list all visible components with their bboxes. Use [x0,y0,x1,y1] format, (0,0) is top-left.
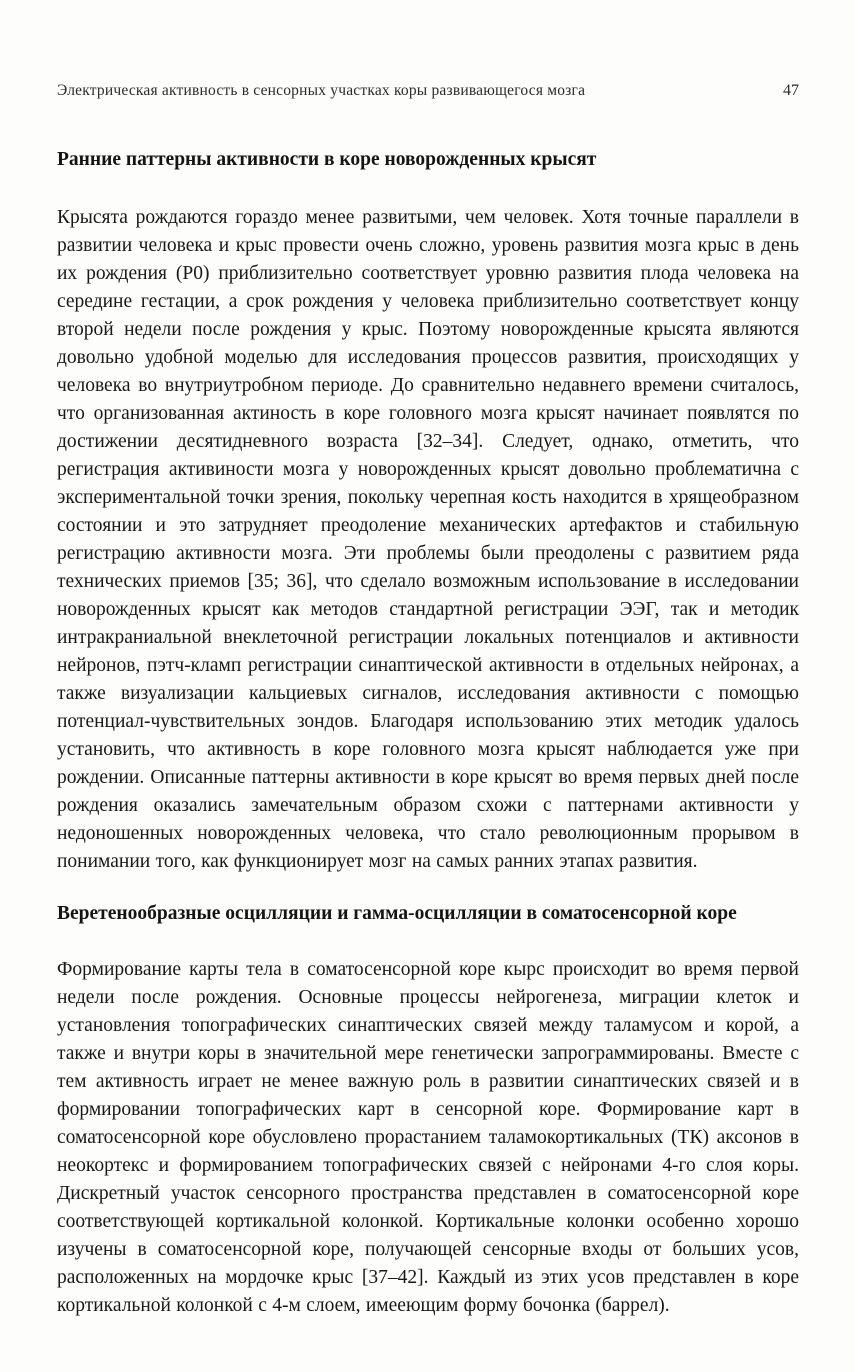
section-heading-spindle-oscillations: Веретенообразные осцилляции и гамма-осцилляции в соматосенсорной коре [57,903,737,924]
running-header [57,82,799,100]
section-paragraph-early-patterns: Крысята рождаются гораздо менее развитыми, чем человек. Хотя точные параллели в развитии человека и крыс провести очень сложно, уровень развития мозга крыс в день их рождения (Р0) приблизительно соответствует уровню развития плода человека на середине гестации, а срок рождения у человека приблизительно соответствует концу второй недели после рождения у крыс. Поэтому новорожденные крысята являются довольно удобной моделью для исследования процессов развития, происходящих у человека во внутриутробном периоде. До сравнительно недавнего времени считалось, что организованная актиность в коре головного мозга крысят начинает появлятся по достижении десятидневного возраста [32–34]. Следует, однако, отметить, что регистрация активиности мозга у новорожденных крысят довольно проблематична с экспериментальной точки зрения, покольку черепная кость находится в хрящеобразном состоянии и это затрудняет преодоление механических артефактов и стабильную регистрацию активности мозга. Эти проблемы были преодолены с развитием ряда технических приемов [35; 36], что сделало возможным использование в исследовании новорожденных крысят как методов стандартной регистрации ЭЭГ, так и методик интракраниальной внеклеточной регистрации локальных потенциалов и активности нейронов, пэтч-кламп регистрации синаптической активности в отдельных нейронах, а также визуализации кальциевых сигналов, исследования активности с помощью потенциал-чувствительных зондов. Благодаря использованию этих методик удалось установить, что активность в коре головного мозга крысят наблюдается уже при рождении. Описанные паттерны активности в коре крысят во время первых дней после рождения оказались замечательным образом схожи с паттернами активности у недоношенных новорожденных человека, что стало революционным прорывом в понимании того, как функционирует мозг на самых ранних этапах развития. [57,207,799,872]
page-number: 47 [783,82,799,99]
running-header-title: Электрическая активность в сенсорных участках коры развивающегося мозга [57,82,586,99]
section-paragraph-spindle-oscillations: Формирование карты тела в соматосенсорной коре кырс происходит во время первой недели после рождения. Основные процессы нейрогенеза, миграции клеток и установления топографических синаптических связей между таламусом и корой, а также и внутри коры в значительной мере генетически запрограммированы. Вместе с тем активность играет не менее важную роль в развитии синаптических связей и в формировании топографических карт в сенсорной коре. Формирование карт в соматосенсорной коре обусловлено прорастанием таламокортикальных (ТК) аксонов в неокортекс и формированием топографических связей с нейронами 4-го слоя коры. Дискретный участок сенсорного пространства представлен в соматосенсорной коре соответствующей кортикальной колонкой. Кортикальные колонки особенно хорошо изучены в соматосенсорной коре, получающей сенсорные входы от больших усов, расположенных на мордочке крыс [37–42]. Каждый из этих усов представлен в коре кортикальной колонкой с 4-м слоем, имееющим форму бочонка (баррел). [57,959,799,1316]
section-heading-early-patterns: Ранние паттерны активности в коре новорожденных крысят [57,149,597,170]
